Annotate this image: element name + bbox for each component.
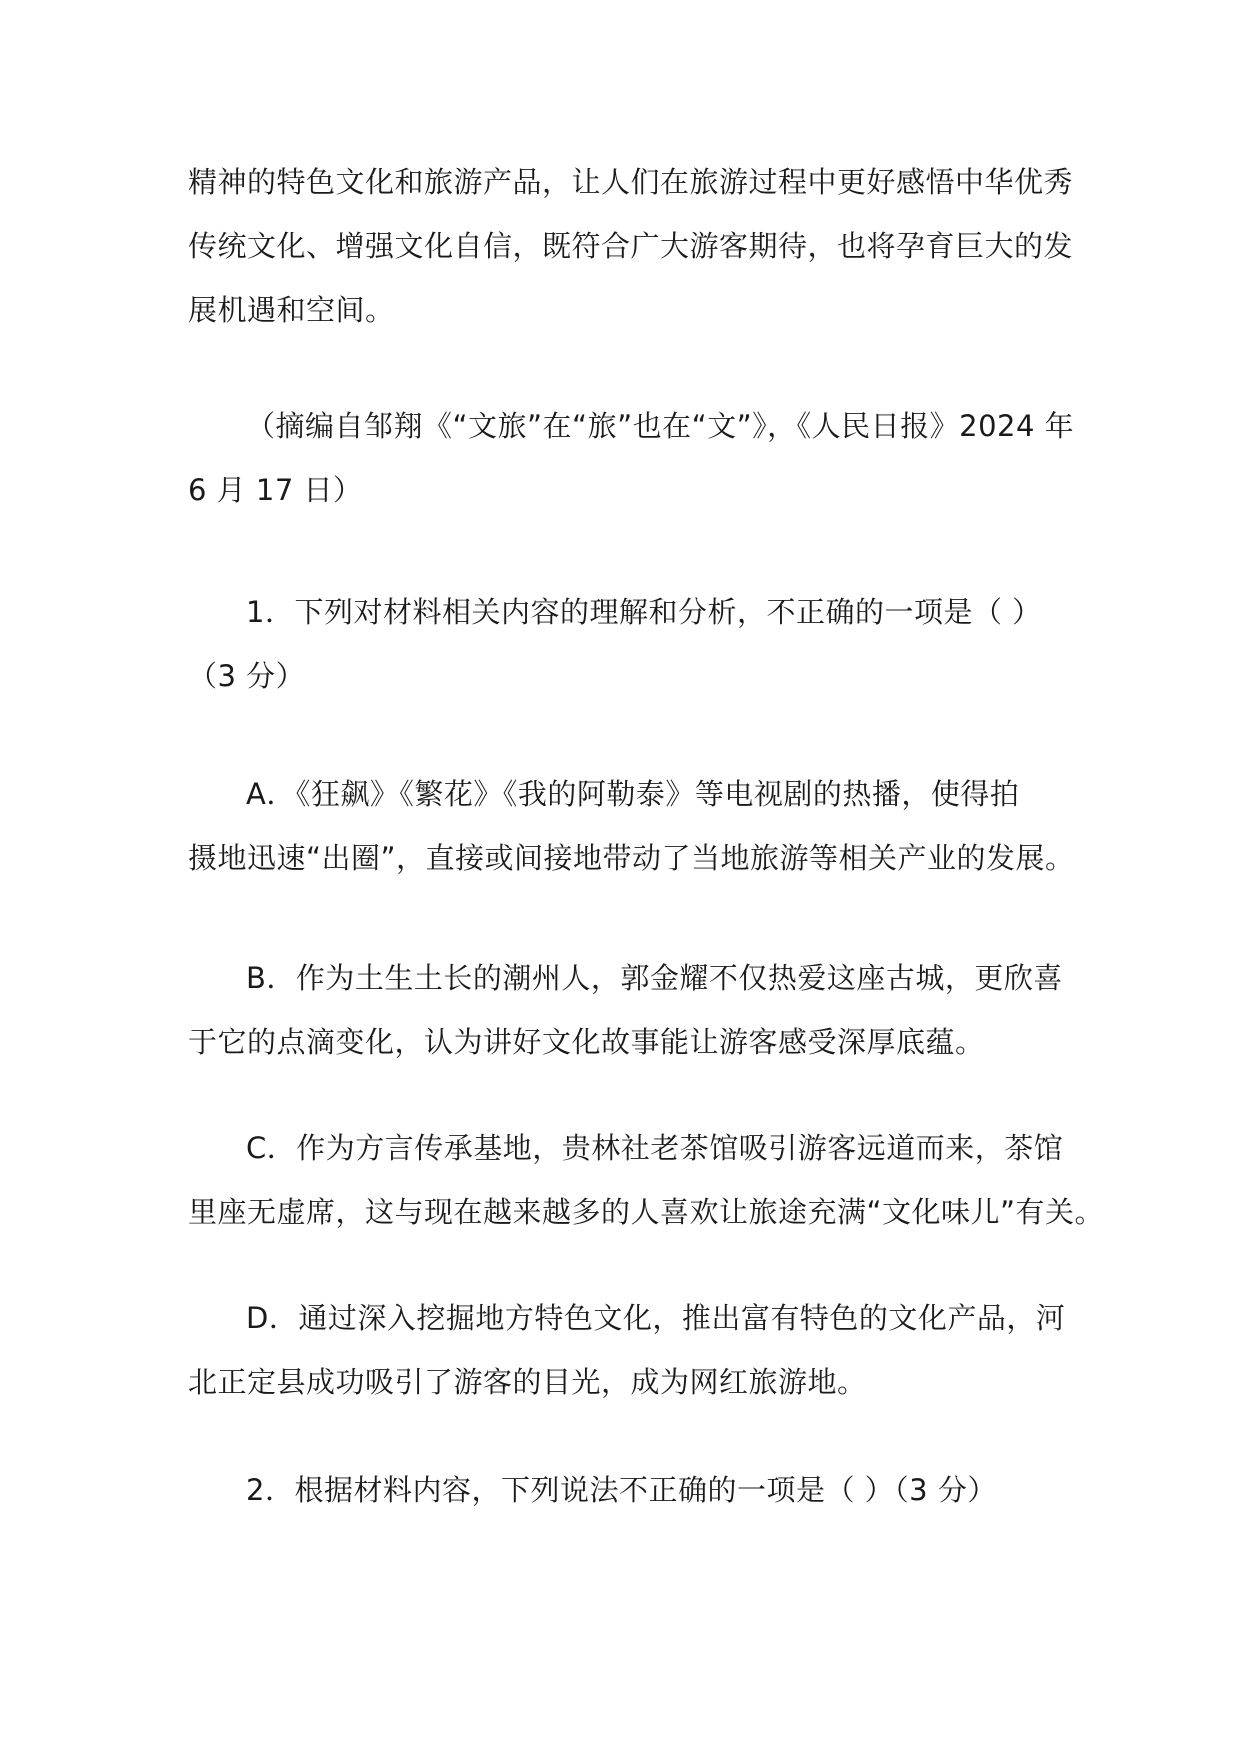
text-line: （3 分） bbox=[188, 659, 306, 693]
text-line: 精神的特色文化和旅游产品，让人们在旅游过程中更好感悟中华优秀 bbox=[188, 165, 1074, 199]
text-line: D．通过深入挖掘地方特色文化，推出富有特色的文化产品，河 bbox=[246, 1301, 1066, 1335]
question-1-stem bbox=[188, 580, 1060, 708]
text-line: 6 月 17 日） bbox=[188, 473, 363, 507]
text-line: 2．根据材料内容，下列说法不正确的一项是（ ）（3 分） bbox=[246, 1473, 997, 1507]
question-2-stem bbox=[188, 1458, 1060, 1522]
question-1-option-b bbox=[188, 946, 1063, 1074]
text-line: A．《狂飙》《繁花》《我的阿勒泰》等电视剧的热播，使得拍 bbox=[246, 777, 1020, 811]
text-line: 传统文化、增强文化自信，既符合广大游客期待，也将孕育巨大的发 bbox=[188, 229, 1074, 263]
text-line: 里座无虚席，这与现在越来越多的人喜欢让旅途充满“文化味儿”有关。 bbox=[188, 1195, 1105, 1229]
text-line: 展机遇和空间。 bbox=[188, 293, 395, 327]
text-line: （摘编自邹翔《“文旅”在“旅”也在“文”》，《人民日报》2024 年 bbox=[246, 409, 1075, 443]
text-line: 摄地迅速“出圈”，直接或间接地带动了当地旅游等相关产业的发展。 bbox=[188, 841, 1075, 875]
text-line: 1．下列对材料相关内容的理解和分析，不正确的一项是（ ） bbox=[246, 595, 1042, 629]
question-1-option-c bbox=[188, 1116, 1105, 1244]
text-line: 北正定县成功吸引了游客的目光，成为网红旅游地。 bbox=[188, 1365, 867, 1399]
source-citation bbox=[188, 394, 1075, 522]
text-line: B．作为土生土长的潮州人，郭金耀不仅热爱这座古城，更欣喜 bbox=[246, 961, 1063, 995]
text-line: 于它的点滴变化，认为讲好文化故事能让游客感受深厚底蕴。 bbox=[188, 1025, 985, 1059]
question-1-option-d bbox=[188, 1286, 1066, 1414]
text-line: C．作为方言传承基地，贵林社老茶馆吸引游客远道而来，茶馆 bbox=[246, 1131, 1064, 1165]
question-1-option-a bbox=[188, 762, 1075, 890]
material-paragraph-end bbox=[188, 150, 1074, 342]
